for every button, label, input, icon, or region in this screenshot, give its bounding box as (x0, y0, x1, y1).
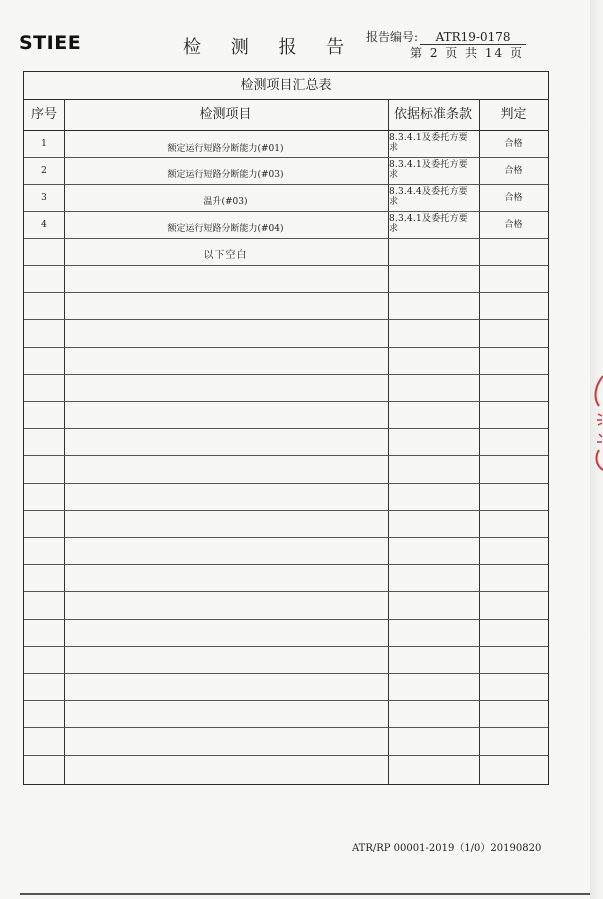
row-2-verdict: 合格 (504, 166, 523, 176)
row-3-verdict: 合格 (504, 193, 523, 203)
report-number-label: 报告编号: (366, 30, 419, 44)
row-divider (24, 184, 548, 185)
blank-below-note: 以下空白 (203, 250, 248, 261)
row-divider (24, 319, 548, 320)
row-2-no: 2 (41, 166, 47, 176)
row-3-item: 温升(#03) (203, 197, 248, 207)
row-divider (24, 292, 548, 293)
row-divider (24, 265, 548, 266)
column-header-standard: 依据标准条款 (393, 107, 472, 122)
row-divider (24, 537, 548, 538)
row-divider (24, 238, 548, 239)
table-caption: 检测项目汇总表 (24, 72, 548, 100)
column-header-no: 序号 (30, 107, 57, 122)
row-divider (24, 646, 548, 647)
row-divider (24, 619, 548, 620)
row-1-verdict: 合格 (504, 139, 523, 149)
row-divider (24, 428, 548, 429)
report-header (0, 0, 603, 70)
row-4-item: 额定运行短路分断能力(#04) (167, 224, 284, 234)
row-divider (24, 211, 548, 212)
header-divider (24, 130, 548, 131)
row-4-standard: 8.3.4.1及委托方要求 (389, 214, 468, 234)
row-divider (24, 727, 548, 728)
row-3-no: 3 (41, 193, 47, 203)
row-divider (24, 157, 548, 158)
column-header-item: 检测项目 (199, 107, 252, 122)
row-divider (24, 673, 548, 674)
row-4-no: 4 (41, 220, 47, 230)
row-4-verdict: 合格 (504, 220, 523, 230)
row-divider (24, 755, 548, 756)
test-summary-table (23, 71, 549, 785)
row-divider (24, 510, 548, 511)
report-number (366, 28, 526, 45)
row-2-standard: 8.3.4.1及委托方要求 (389, 160, 468, 180)
row-divider (24, 564, 548, 565)
report-number-value: ATR19-0178 (420, 30, 526, 45)
row-divider (24, 700, 548, 701)
row-2-item: 额定运行短路分断能力(#03) (167, 170, 284, 180)
page-indicator: 第 2 页 共 14 页 (410, 46, 524, 60)
company-logo: STIEE (19, 32, 82, 54)
red-seal-stamp-edge (591, 372, 603, 472)
row-divider (24, 483, 548, 484)
row-divider (24, 455, 548, 456)
row-1-item: 额定运行短路分断能力(#01) (167, 144, 284, 154)
column-header-verdict: 判定 (500, 107, 527, 122)
row-divider (24, 591, 548, 592)
row-divider (24, 347, 548, 348)
row-1-no: 1 (41, 139, 47, 149)
row-3-standard: 8.3.4.4及委托方要求 (389, 187, 468, 207)
page-bottom-edge (20, 893, 590, 895)
form-code-footer: ATR/RP 00001-2019（1/0）20190820 (352, 843, 542, 854)
row-1-standard: 8.3.4.1及委托方要求 (389, 133, 468, 153)
row-divider (24, 401, 548, 402)
row-divider (24, 374, 548, 375)
document-title: 检 测 报 告 (183, 37, 357, 58)
